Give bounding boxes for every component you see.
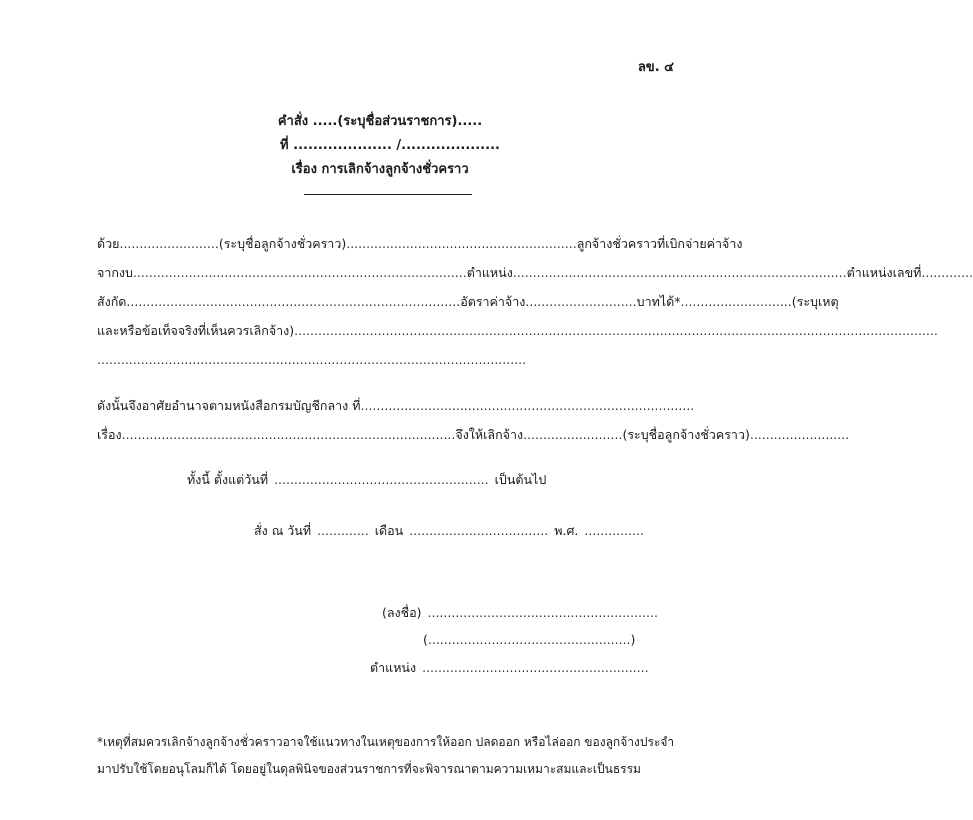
text-ordered-on: สั่ง ณ วันที่: [254, 523, 312, 538]
header-rule: [304, 194, 472, 195]
open-paren: (: [423, 632, 428, 647]
blank-fill[interactable]: ..........................................................: [346, 236, 577, 251]
close-paren: ): [630, 632, 636, 647]
paragraph-order-date: [97, 521, 680, 550]
month-blank[interactable]: ...................................: [409, 523, 549, 538]
employee-name-hint: (ระบุชื่อลูกจ้างชั่วคราว): [218, 236, 347, 251]
detail-line-5: [97, 350, 680, 379]
facts-blank-continued[interactable]: ............................................................................................................: [97, 352, 527, 367]
text-affiliation: สังกัด: [97, 294, 127, 309]
text-duay: ด้วย: [97, 236, 120, 251]
text-subject: เรื่อง: [97, 427, 122, 442]
text-effective-from: ทั้งนี้ ตั้งแต่วันที่: [187, 472, 269, 487]
position-blank[interactable]: ....................................................................................: [512, 265, 847, 280]
blank-tail[interactable]: .........................: [749, 427, 850, 442]
day-blank[interactable]: .............: [317, 523, 369, 538]
detail-line-2: [97, 263, 973, 292]
effective-line: [97, 470, 680, 499]
paragraph-effective: [97, 470, 680, 499]
printed-name-blank[interactable]: ...................................................: [427, 632, 631, 647]
effective-date-blank[interactable]: ......................................................: [274, 472, 489, 487]
footnote-line-1: *เหตุที่สมควรเลิกจ้างลูกจ้างชั่วคราวอาจใช้แนวทางในเหตุของการให้ออก ปลดออก หรือไล่ออก ของลูกจ้างประจำ: [97, 735, 675, 749]
text-terminate: จึงให้เลิกจ้าง: [455, 427, 524, 442]
text-reason-hint: (ระบุเหตุ: [791, 294, 839, 309]
text-signer-position: ตำแหน่ง: [370, 660, 417, 675]
budget-blank[interactable]: ....................................................................................: [132, 265, 467, 280]
subject-blank[interactable]: ....................................................................................: [121, 427, 456, 442]
detail-line-1: [97, 234, 743, 263]
text-position-number: ตำแหน่งเลขที่: [846, 265, 922, 280]
facts-blank[interactable]: ..................................................................................................................................................................: [294, 323, 938, 338]
wage-blank[interactable]: ............................: [525, 294, 637, 309]
authority-line-1: [97, 396, 695, 425]
detail-line-4: [97, 321, 938, 350]
footnote-line-2: มาปรับใช้โดยอนุโลมก็ได้ โดยอยู่ในดุลพินิจของส่วนราชการที่จะพิจารณาตามความเหมาะสมและเป็นธรรม: [97, 762, 641, 776]
text-baht: บาท: [636, 294, 660, 309]
text-authority: จึงอาศัยอำนาจตามหนังสือกรมบัญชีกลาง ที่: [128, 398, 361, 413]
year-blank[interactable]: ...............: [584, 523, 645, 538]
signature-block: [370, 603, 658, 685]
detail-line-3: [97, 292, 839, 321]
text-year: พ.ศ.: [554, 523, 579, 538]
text-wage-rate: อัตราค่าจ้าง: [460, 294, 526, 309]
signer-position-blank[interactable]: .........................................................: [422, 660, 649, 675]
text-therefore: ดังนั้น: [97, 398, 129, 413]
signature-name-line: [370, 630, 658, 658]
text-month: เดือน: [374, 523, 404, 538]
reason-blank[interactable]: ............................: [680, 294, 792, 309]
order-number: ที่ .................... /....................: [280, 138, 500, 153]
order-title: คำสั่ง .....(ระบุชื่อส่วนราชการ).....: [277, 114, 483, 129]
text-temp-employee: ลูกจ้างชั่วคราวที่เบิกจ่ายค่าจ้าง: [576, 236, 743, 251]
text-onwards: เป็นต้นไป: [494, 472, 547, 487]
employee-name-blank[interactable]: .........................: [119, 236, 219, 251]
form-code: ลข. ๔: [637, 60, 674, 75]
signature-position-line: [370, 658, 658, 685]
text-signed: (ลงชื่อ): [382, 605, 422, 620]
signature-blank[interactable]: ..........................................................: [427, 605, 658, 620]
signature-line: [370, 603, 658, 630]
order-subject: เรื่อง การเลิกจ้างลูกจ้างชั่วคราว: [291, 162, 469, 177]
text-dai: ได้*: [659, 294, 681, 309]
text-facts-hint: และหรือข้อเท็จจริงที่เห็นควรเลิกจ้าง): [97, 323, 295, 338]
paragraph-authority: [97, 396, 850, 454]
position-number-blank[interactable]: .............: [921, 265, 973, 280]
order-header: [0, 110, 760, 195]
text-budget-from: จากงบ: [97, 265, 133, 280]
order-date-line: [97, 521, 680, 550]
text-terminated-hint: (ระบุชื่อลูกจ้างชั่วคราว): [622, 427, 750, 442]
authority-line-2: [97, 425, 850, 454]
footnote: [97, 732, 697, 786]
paragraph-details: [97, 234, 973, 379]
terminated-name-blank[interactable]: .........................: [523, 427, 623, 442]
affiliation-blank[interactable]: ....................................................................................: [126, 294, 461, 309]
letter-number-blank[interactable]: ....................................................................................: [360, 398, 695, 413]
text-position: ตำแหน่ง: [466, 265, 513, 280]
